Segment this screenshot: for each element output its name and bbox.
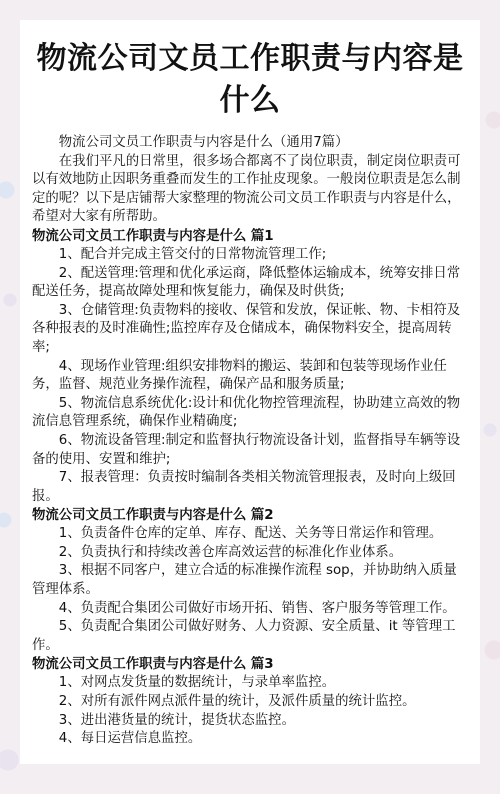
list-item: 1、负责备件仓库的定单、库存、配送、关务等日常运作和管理。 <box>58 526 443 542</box>
list-item: 3、根据不同客户，建立合适的标准操作流程 sop，并协助纳入质量管理体系。 <box>32 563 457 598</box>
list-item: 4、负责配合集团公司做好市场开拓、销售、客户服务等管理工作。 <box>58 600 456 616</box>
page-title: 物流公司文员工作职责与内容是什么 <box>36 41 464 118</box>
section-heading-1: 物流公司文员工作职责与内容是什么 篇1 <box>32 228 274 244</box>
background-pattern-right <box>480 0 500 794</box>
list-item: 7、报表管理：负责按时编制各类相关物流管理报表，及时向上级回报。 <box>32 470 456 504</box>
article-subtitle: 物流公司文员工作职责与内容是什么（通用7篇） <box>58 135 349 150</box>
list-item: 2、配送管理:管理和优化承运商，降低整体运输成本，统筹安排日常配送任务，提高故障处理和恢复能力，确保及时供货; <box>32 265 461 300</box>
article-card <box>20 20 480 764</box>
article-intro: 在我们平凡的日常里，很多场合都离不了岗位职责，制定岗位职责可以有效地防止因职务重叠而发生的工作扯皮现象。一般岗位职责是怎么制定的呢？以下是店铺帮大家整理的物流公司文员工作职责与内容是什么，希望对大家有所帮助。 <box>32 153 461 225</box>
list-item: 3、仓储管理:负责物料的接收、保管和发放，保证帐、物、卡相符及各种报表的及时准确性;监控库存及仓储成本，确保物料安全，提高周转率; <box>32 302 461 355</box>
list-item: 1、对网点发货量的数据统计，与录单率监控。 <box>58 675 336 691</box>
list-item: 2、负责执行和持续改善仓库高效运营的标准化作业体系。 <box>58 544 403 560</box>
list-item: 4、每日运营信息监控。 <box>58 731 202 747</box>
list-item: 3、进出港货量的统计，提货状态监控。 <box>58 712 295 728</box>
section-heading-2: 物流公司文员工作职责与内容是什么 篇2 <box>32 508 274 524</box>
section-heading-3: 物流公司文员工作职责与内容是什么 篇3 <box>32 657 274 673</box>
background-pattern-left <box>0 0 20 794</box>
list-item: 5、负责配合集团公司做好财务、人力资源、安全质量、it 等管理工作。 <box>32 619 456 653</box>
list-item: 5、物流信息系统优化:设计和优化物控管理流程，协助建立高效的物流信息管理系统，确保作业精确度; <box>32 395 461 430</box>
list-item: 1、配合并完成主管交付的日常物流管理工作; <box>58 246 327 262</box>
list-item: 6、物流设备管理:制定和监督执行物流设备计划，监督指导车辆等设备的使用、安置和维护; <box>32 432 461 467</box>
list-item: 4、现场作业管理:组织安排物料的搬运、装卸和包装等现场作业任务，监督、规范业务操作流程，确保产品和服务质量; <box>32 358 447 393</box>
article-body <box>32 134 468 749</box>
list-item: 2、对所有派件网点派件量的统计，及派件质量的统计监控。 <box>58 694 416 710</box>
